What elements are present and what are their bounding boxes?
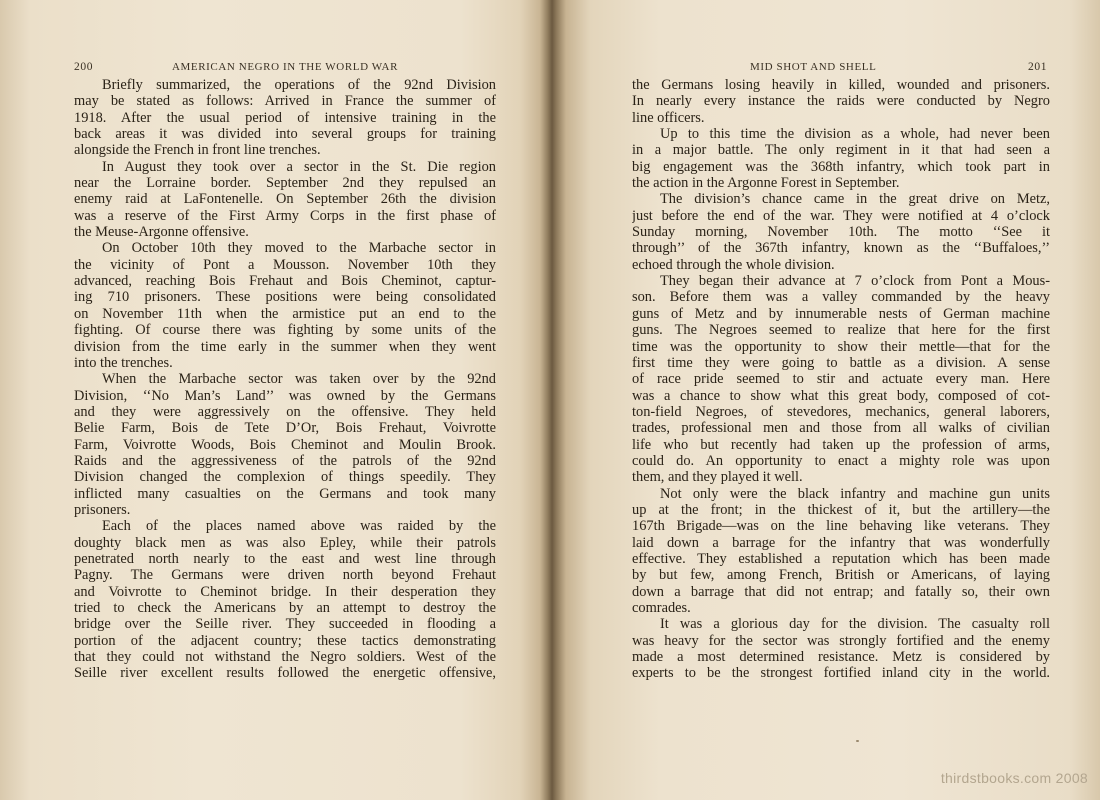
text-line: that they could not withstand the Negro soldiers. West of the: [74, 649, 496, 666]
text-line: enemy raid at LaFontenelle. On September 26th the division: [74, 191, 496, 208]
text-line: In August they took over a sector in the St. Die region: [102, 158, 496, 175]
paper-speck: [856, 740, 859, 742]
running-head-right: MID SHOT AND SHELL: [750, 61, 877, 73]
text-line: Pagny. The Germans were driven north beyond Frehaut: [74, 567, 496, 584]
text-line: The division’s chance came in the great drive on Metz,: [660, 191, 1050, 208]
text-line: on November 11th when the armistice put an end to the: [74, 305, 496, 322]
text-line: bridge over the Seille river. They succeeded in flooding a: [74, 616, 496, 633]
text-line: was a chance to show what this great body, composed of cot-: [632, 387, 1050, 404]
text-line: advanced, reaching Bois Frehaut and Bois Cheminot, captur-: [74, 273, 496, 290]
left-page-text: [74, 77, 496, 682]
text-line: time was the opportunity to show their mettle—that for the: [632, 338, 1050, 355]
text-line: up at the front; in the thickest of it, but the artillery—the: [632, 501, 1050, 518]
text-line: son. Before them was a valley commanded by the heavy: [632, 289, 1050, 306]
text-line: just before the end of the war. They were notified at 4 o’clock: [632, 207, 1050, 224]
text-line: near the Lorraine border. September 2nd they repulsed an: [74, 175, 496, 192]
text-line: Division changed the complexion of things speedily. They: [74, 469, 496, 486]
text-line: tried to check the Americans by an attempt to destroy the: [74, 600, 496, 616]
text-line: through’’ of the 367th infantry, known as the ‘‘Buffaloes,’’: [632, 240, 1050, 257]
text-line: laid down a barrage for the infantry that was wonderfully: [632, 534, 1050, 551]
text-line: portion of the adjacent country; these tactics demonstrating: [74, 632, 496, 649]
text-line: may be stated as follows: Arrived in France the summer of: [74, 93, 496, 110]
text-line: the action in the Argonne Forest in September.: [632, 175, 900, 192]
text-line: On October 10th they moved to the Marbache sector in: [102, 240, 496, 257]
text-line: made a most determined resistance. Metz is considered by: [632, 649, 1050, 666]
text-line: was heavy for the sector was strongly fortified and the enemy: [632, 632, 1050, 649]
text-line: guns of Metz and by innumerable nests of German machine: [632, 305, 1050, 322]
text-line: and they were aggressively on the offensive. They held: [74, 403, 496, 420]
text-line: by but few, among French, British or Americans, of laying: [632, 567, 1050, 584]
text-line: life who but recently had taken up the profession of arms,: [632, 436, 1050, 453]
text-line: down a barrage that did not entrap; and fatally so, their own: [632, 583, 1050, 600]
text-line: prisoners.: [74, 501, 131, 518]
text-line: big engagement was the 368th infantry, which took part in: [632, 158, 1050, 175]
text-line: fighting. Of course there was fighting by some units of the: [74, 322, 496, 339]
text-line: Raids and the aggressiveness of the patrols of the 92nd: [74, 452, 496, 469]
text-line: experts to be the strongest fortified inland city in the world.: [632, 665, 1050, 682]
text-line: comrades.: [632, 600, 691, 616]
watermark: thirdstbooks.com 2008: [940, 770, 1088, 786]
text-line: Belie Farm, Bois de Tete D’Or, Bois Frehaut, Voivrotte: [74, 420, 496, 437]
text-line: ing 710 prisoners. These positions were being consolidated: [74, 289, 496, 306]
text-line: first time they were going to battle as a division. A sense: [632, 354, 1050, 371]
text-line: the Meuse-Argonne offensive.: [74, 224, 249, 241]
text-line: Sunday morning, November 10th. The motto ‘‘See it: [632, 224, 1050, 241]
text-line: could do. An opportunity to enact a mighty role was upon: [632, 452, 1050, 469]
text-line: line officers.: [632, 109, 705, 126]
text-line: guns. The Negroes seemed to realize that here for the first: [632, 322, 1050, 339]
text-line: Not only were the black infantry and machine gun units: [660, 485, 1050, 502]
text-line: Briefly summarized, the operations of the 92nd Division: [102, 77, 496, 93]
text-line: was a reserve of the First Army Corps in the first phase of: [74, 207, 496, 224]
text-line: the Germans losing heavily in killed, wounded and prisoners.: [632, 77, 1050, 93]
text-line: It was a glorious day for the division. The casualty roll: [660, 616, 1050, 633]
text-line: doughty black men as was also Epley, while their patrols: [74, 534, 496, 551]
text-line: trades, professional men and those from all walks of civilian: [632, 420, 1050, 437]
text-line: ton-field Negroes, of stevedores, mechanics, general laborers,: [632, 403, 1050, 420]
page-number-right: 201: [1028, 61, 1048, 73]
text-line: They began their advance at 7 o’clock from Pont a Mous-: [660, 273, 1050, 290]
text-line: of race pride seemed to stir and actuate every man. Here: [632, 371, 1050, 388]
right-page-text: [632, 77, 1050, 682]
text-line: Farm, Voivrotte Woods, Bois Cheminot and Moulin Brook.: [74, 436, 496, 453]
text-line: alongside the French in front line trenches.: [74, 142, 321, 159]
text-line: echoed through the whole division.: [632, 256, 835, 273]
text-line: back areas it was divided into several groups for training: [74, 126, 496, 143]
right-page: [552, 0, 1100, 800]
page-number-left: 200: [74, 61, 94, 73]
text-line: Each of the places named above was raided by the: [102, 518, 496, 535]
left-page: [0, 0, 548, 800]
text-line: 1918. After the usual period of intensive training in the: [74, 109, 496, 126]
text-line: When the Marbache sector was taken over by the 92nd: [102, 371, 496, 388]
text-line: Division, ‘‘No Man’s Land’’ was owned by the Germans: [74, 387, 496, 404]
text-line: the vicinity of Pont a Mousson. November 10th they: [74, 256, 496, 273]
text-line: them, and they played it well.: [632, 469, 803, 486]
running-head-left: AMERICAN NEGRO IN THE WORLD WAR: [171, 61, 399, 73]
text-line: Seille river excellent results followed the energetic offensive,: [74, 665, 496, 682]
text-line: in a major battle. The only regiment in it that had seen a: [632, 142, 1050, 159]
text-line: penetrated north nearly to the east and west line through: [74, 550, 496, 567]
text-line: Up to this time the division as a whole, had never been: [660, 126, 1050, 143]
text-line: 167th Brigade—was on the line behaving like veterans. They: [632, 518, 1050, 535]
text-line: and Voivrotte to Cheminot bridge. In their desperation they: [74, 583, 496, 600]
text-line: In nearly every instance the raids were conducted by Negro: [632, 93, 1050, 110]
text-line: inflicted many casualties on the Germans and took many: [74, 485, 496, 502]
text-line: into the trenches.: [74, 354, 173, 371]
text-line: effective. They established a reputation which has been made: [632, 550, 1050, 567]
text-line: division from the time early in the summer when they went: [74, 338, 496, 355]
